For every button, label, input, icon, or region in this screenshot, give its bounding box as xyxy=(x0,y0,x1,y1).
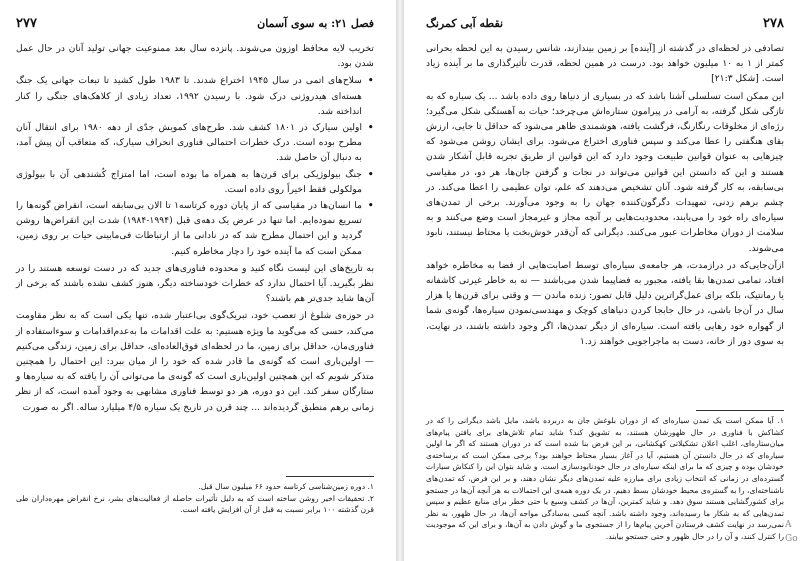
right-header-title: نقطه آبی کمرنگ xyxy=(426,17,504,30)
right-footnote-1: ۱. آیا ممکن است یک تمدن سیاره‌ای که از دوران بلوغش جان به دربرده باشد، مایل باشد دیگرانی را که در کشاکش با فناوری در حال ظهورشان هستند، به تشویق کند؟ شاید تمام تلاش‌های برای یافتن پیام‌های میان‌ستاره‌ای، اغلب اعلان تشکیلاتی کهکشانی، بر این فرض بنا شده است که در دوران هستند که اگر ما اولین سیاره‌ای که در حال دانستن آن هستیم، آیا در آغاز بسیار محتاط خواهند بود؟ برخی ممکن است که برساخته‌ی خودشان بوده و چیزی که ما برای اینکه سیاره‌ای در حال خودنابودسازی است. و شاید بتوان این را کنکاش سیارات گسترده‌ای در زمانی که انتخاب زیادی برای مبارزه علیه تمدن‌های دیگر نشان دهند، و بر این فرض، که تمدن‌های ناشناخته‌ای، را به گستره‌ی محیط خودشان بسط دهیم. در یک دوره همه‌ی این احتمالات به هر آنچه آن‌ها در جستجو برای کشورگشایی هستند سوق دهد. و شاید کمترین، ‌آن‌ها در کشف وسیع یا حتی خطر برای منابع عظیم و سپس تمدن‌هایی که به شکار ما رسیده‌اند، وجود داشته باشد. آنچه کسی به‌سادگی مواجه آن‌ها، در حال ظهور، به نظر نمی‌رسد در نهایت کشف فرستادن آخرین پیام‌ها را از جستجوی ما و گوش دادن به آن‌ها، و برای این که موجودیت را کنترل کنند، و آن را در حال ظهور و حتی جستجو بیابند. xyxy=(426,416,784,541)
left-footnote-1: ۱. دوره زمین‌شناسی کرتاسه حدود ۶۶ میلیون سال قبل. xyxy=(198,482,374,491)
right-page-number: ۲۷۸ xyxy=(763,16,784,31)
left-paragraph-1: به تاریخ‌های این لیست نگاه کنید و محدوده فناوری‌های جدید که در دست توسعه هستند را در نظر بگیرید. آیا احتمال ندارد که خطرات خودساخته دیگر، هنوز کشف نشده باشند که برخی از آن‌ها شاید جدی‌تر هم باشند؟ xyxy=(16,262,374,305)
footnote-divider xyxy=(696,410,784,411)
book-gutter xyxy=(396,0,404,561)
left-paragraph-2: در حوزه‌ی شلوغ از تعصب خود، تبریک‌گوی بی‌اعتبار شده، تنها یکی است که به نظر مقاومت می‌کند، حسی که می‌گوید ما ویژه هستیم: به علت اقدامات ما به‌عدم‌اقدامات و سوءاستفاده از فناوری‌مان، حداقل برای زمین، ما در لحظه‌ای فوق‌العاده‌ای، حداقل برای زمین، زندگی می‌کنیم — اولین‌باری است که گونه‌ی ما قادر شده که خود را از میان ببرد: این احتمال را همچنین متذکر شویم که این همچنین اولین‌باری است که گونه‌ی ما می‌توانی آن را یافته که به سیاره‌ها و ستارگان سفر کند. این دو دوره، هر دو توسط فناوری مشابهی به وجود آمده است، که از نظر زمانی برهم منطبق گردیده‌اند ... چند قرن در تاریخ یک سیاره ۴/۵ میلیارد ساله. اگر به صورت xyxy=(16,310,374,413)
right-paragraph-1: تصادفی در لحظه‌ای در گذشته از [آینده] بر زمین بیندازند، شانس رسیدن به این لحظه بحرانی کمتر از ۱ به ۱۰ میلیون خواهد بود. درست در همین لحظه، قدرت تأثیرگذاری ما بر آینده زیاد است. [شکل ۲۱:۳] xyxy=(426,43,785,85)
left-page-number: ۲۷۷ xyxy=(16,16,37,31)
footnote-divider xyxy=(286,476,374,477)
left-bullet-list xyxy=(16,73,374,258)
left-page xyxy=(0,0,396,561)
right-footnotes xyxy=(426,404,784,543)
edge-mark-line1: A xyxy=(785,520,792,530)
left-intro-paragraph: تخریب لایه محافظ اوزون می‌شوند. پانزده سال بعد ممنوعیت جهانی تولید آنان در حال عمل شدن بود. xyxy=(16,43,374,70)
right-page xyxy=(404,0,800,561)
left-page-header xyxy=(16,16,374,31)
right-paragraph-2: این ممکن است تسلسلی آشنا باشد که در بسیاری از دنیاها روی داده باشد ... یک سیاره که به تازگی شکل گرفته، به آرامی در پیرامون ستاره‌اش می‌چرخد؛ حیات به آهستگی شکل می‌گیرد؛ رژه‌ای از مخلوقات رنگارنگ، فرگشت یافته، هوشمندی ظاهر می‌شود که حداقل تا جایی، ارزش بقای هنگفتی را عطا می‌کند و سپس فناوری اختراع می‌شود. برای ایشان روشن می‌شود که چیزهایی به عنوان قوانین طبیعت وجود دارد که این قوانین از طریق تجربه قابل آشکار شدن هستند و این که دانستن این قوانین می‌تواند در نجات و گرفتن جان‌ها، هر دو، در مقیاسی بی‌سابقه، به کار گرفته شود. آنان تشخیص می‌دهند که علم، توان عظیمی را اعطا می‌کند. در چشم برهم زدنی، تمهیدات دگرگون‌کننده جهان را به وجود می‌آورند. برخی از تمدن‌های سیاره‌ای راه خود را می‌یابند، محدودیت‌هایی بر آنچه مجاز و غیرمجاز است وضع می‌کنند و به سلامت از دوران مخاطرات عبور می‌کنند. دیگرانی که آن‌قدر خوش‌بخت یا محتاط نیستند، نابود می‌شوند. xyxy=(426,90,784,254)
edge-mark-line2: Go xyxy=(785,534,798,544)
bullet-item-atomic: • سلاح‌های اتمی در سال ۱۹۴۵ اختراع شدند. تا ۱۹۸۳ طول کشید تا تبعات جهانی یک جنگ هسته‌ای هیدروژنی درک شود. با رسیدن ۱۹۹۲، تعداد زیادی از کلاهک‌های جنگی را کنار انداخته شد. xyxy=(16,73,374,119)
left-header-title: فصل ۲۱: به سوی آسمان xyxy=(257,17,374,30)
right-paragraph-3: ازآن‌جایی‌که در درازمدت، هر جامعه‌ی سیاره‌ای توسط اصابت‌هایی از فضا به مخاطره خواهد افتاد، تمامی تمدن‌ها بقا یافته، مجبور به فضاپیما شدن می‌باشند — نه به خاطر غیرتی کاشفانه یا رمانتیک، بلکه برای عمل‌گراترین دلیل قابل تصور: زنده ماندن — و وقتی برای قرن‌ها یا هزار سال در آن‌جا باشی، در حال جابجا کردن دنیاهای کوچک و مهندسی‌نمودن سیاره‌ها، گونه‌ی شما از گهواره خود رهایی یافته است. سیاره‌ای از دیگر تمدن‌ها، اگر وجود داشته باشند، در نهایت، به سوی دور از خانه، دست به ماجراجویی خواهند زد.۱ xyxy=(426,259,784,347)
left-footnotes xyxy=(16,470,374,516)
right-page-header xyxy=(426,16,784,31)
bullet-item-extinction: • ما انسان‌ها در مقیاسی که از پایان دوره کرتاسه۱ تا الان بی‌سابقه است، انقراض گونه‌ها را تسریع نموده‌ایم. اما تنها در عرض یک دهه‌ی قبل (۱۹۹۴-۱۹۸۴) شدت این انقراض‌ها روشن گردید و این احتمال مطرح شد که در نادانی ما از ارتباطات فی‌مابینی حیات بر روی زمین، ممکن است که ما آینده‌ خود را دچار مخاطره کنیم. xyxy=(16,198,374,259)
bullet-item-asteroid: • اولین سیارک در ۱۸۰۱ کشف شد. طرح‌های کمویش جدّی از دهه ۱۹۸۰ برای انتقال آنان مطرح بوده است. درک خطرات احتمالی فناوری انحراف سیارک، که متعاقب آن پیش آمد، به دنبال آن حاصل شد. xyxy=(16,120,374,166)
bullet-item-biological: • جنگ بیولوژیکی برای قرن‌ها به همراه ما بوده است، اما امتزاج کُشندهی آن با بیولوژی مولکولی فقط اخیراً روی داده است. xyxy=(16,167,374,197)
left-footnote-2: ۲. تحقیقات اخیر روشن ساخته است که به دلیل تأثیرات حاصله از فعالیت‌های بشر، نرخ انقراض مهره‌داران طی قرن گذشته ۱۰۰ برابر نسبت به قبل از آن افزایش یافته است. xyxy=(16,493,374,515)
